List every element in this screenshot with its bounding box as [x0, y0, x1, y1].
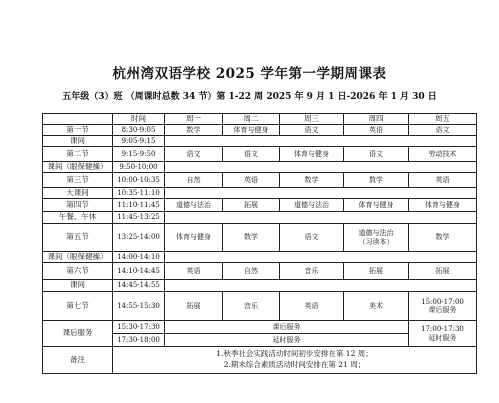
- period-label: 第五节: [43, 224, 113, 252]
- class-name: 道德与法治: [358, 229, 394, 238]
- header-tue: 周二: [223, 114, 280, 125]
- period-time: 9:15-9:50: [113, 147, 165, 162]
- class-cell: 语文: [223, 147, 280, 162]
- page-title: 杭州湾双语学校 2025 学年第一学期周课表: [112, 66, 387, 82]
- class-cell: 数学: [344, 173, 409, 188]
- header-row: [43, 114, 477, 125]
- class-cell: 自然: [223, 263, 280, 280]
- class-cell: 英语: [280, 292, 344, 321]
- period-label: 第二节: [43, 147, 113, 162]
- break-row: [43, 212, 477, 224]
- break-label: 课间: [43, 136, 113, 147]
- service-time: 15:30-17:30: [113, 321, 165, 334]
- break-blank: [165, 136, 477, 147]
- class-cell: 劳动技术: [409, 147, 477, 162]
- class-cell: 美术: [344, 292, 409, 321]
- period-row: [43, 147, 477, 162]
- break-row: [43, 252, 477, 263]
- class-cell: 拓展: [223, 199, 280, 212]
- page-subtitle: 五年级（3）班 （周课时总数 34 节）第 1-22 周 2025 年 9 月 1 日-2026 年 1 月 30 日: [62, 92, 437, 102]
- break-time: 9:50-10:00: [113, 162, 165, 173]
- header-time: 时间: [113, 114, 165, 125]
- class-cell: 拓展: [409, 263, 477, 280]
- break-label: 大课间: [43, 188, 113, 199]
- class-cell: 数学: [165, 125, 223, 136]
- header-thu: 周四: [344, 114, 409, 125]
- period-time: 13:25-14:00: [113, 224, 165, 252]
- break-blank: [165, 212, 477, 224]
- break-time: 11:45-13:25: [113, 212, 165, 224]
- period-time: 8:30-9:05: [113, 125, 165, 136]
- timetable: [42, 113, 477, 374]
- class-cell: 数学: [280, 173, 344, 188]
- period-time: 14:10-14:45: [113, 263, 165, 280]
- class-cell: 英语: [223, 173, 280, 188]
- period-label: 第一节: [43, 125, 113, 136]
- class-cell: 数学: [409, 224, 477, 252]
- class-cell: 自然: [165, 173, 223, 188]
- break-blank: [165, 252, 477, 263]
- class-cell: 拓展: [344, 263, 409, 280]
- header-wed: 周三: [280, 114, 344, 125]
- break-blank: [165, 280, 477, 292]
- break-row: [43, 162, 477, 173]
- class-cell: 语文: [280, 224, 344, 252]
- note-line: 2.期末综合素质活动时间安排在第 21 周；: [223, 360, 366, 369]
- period-row: [43, 224, 477, 252]
- period-label: 第六节: [43, 263, 113, 280]
- period-time: 14:55-15:30: [113, 292, 165, 321]
- break-label: 午餐、午休: [43, 212, 113, 224]
- break-label: 课间（眼保健操）: [43, 252, 113, 263]
- break-blank: [165, 162, 477, 173]
- break-label: 课间（眼保健操）: [43, 162, 113, 173]
- break-time: 9:05-9:15: [113, 136, 165, 147]
- class-note: （习读本）: [358, 237, 394, 246]
- class-cell: 数学: [223, 224, 280, 252]
- friday-service-cell: [409, 321, 477, 347]
- class-cell: 拓展: [165, 292, 223, 321]
- class-cell: 英语: [165, 263, 223, 280]
- service-name: 延时服务: [428, 333, 457, 342]
- period-row: [43, 263, 477, 280]
- class-cell: 体育与健身: [344, 199, 409, 212]
- after-school-label: 课后服务: [43, 321, 113, 347]
- class-cell: 道德与法治: [280, 199, 344, 212]
- class-cell: 音乐: [280, 263, 344, 280]
- break-blank: [165, 188, 477, 199]
- class-cell: 语文: [409, 125, 477, 136]
- note-line: 1.秋季社会实践活动时间初步安排在第 12 周；: [216, 349, 373, 359]
- header-corner: [43, 114, 113, 125]
- class-cell: 英语: [409, 173, 477, 188]
- class-cell: 体育与健身: [165, 224, 223, 252]
- period-time: 11:10-11:45: [113, 199, 165, 212]
- period-row: [43, 173, 477, 188]
- notes-text: [113, 347, 477, 374]
- class-cell: 英语: [344, 125, 409, 136]
- class-cell: 音乐: [223, 292, 280, 321]
- service-time: 17:00-17:30: [421, 325, 464, 334]
- notes-row: [43, 347, 477, 374]
- service-name: 课后服务: [165, 321, 409, 334]
- break-time: 14:45-14:55: [113, 280, 165, 292]
- period-label: 第四节: [43, 199, 113, 212]
- header-mon: 周一: [165, 114, 223, 125]
- break-time: 14:00-14:10: [113, 252, 165, 263]
- class-cell: 语文: [280, 125, 344, 136]
- period-row: [43, 125, 477, 136]
- break-time: 10:35-11:10: [113, 188, 165, 199]
- break-row: [43, 188, 477, 199]
- class-cell: [344, 224, 409, 252]
- service-time: 15:00-17:00: [421, 297, 464, 306]
- class-cell: 体育与健身: [280, 147, 344, 162]
- break-row: [43, 136, 477, 147]
- service-time: 17:30-18:00: [113, 334, 165, 347]
- notes-label: 备注: [43, 347, 113, 374]
- period-row: [43, 199, 477, 212]
- break-row: [43, 280, 477, 292]
- class-cell: 道德与法治: [165, 199, 223, 212]
- header-fri: 周五: [409, 114, 477, 125]
- class-cell: 体育与健身: [223, 125, 280, 136]
- class-cell: 语文: [165, 147, 223, 162]
- period-label: 第三节: [43, 173, 113, 188]
- after-school-row: [43, 321, 477, 334]
- class-cell: 语文: [344, 147, 409, 162]
- class-cell: 体育与健身: [409, 199, 477, 212]
- service-name: 延时服务: [165, 334, 409, 347]
- period-time: 10:00-10:35: [113, 173, 165, 188]
- period-label: 第七节: [43, 292, 113, 321]
- period-row: [43, 292, 477, 321]
- service-name: 课后服务: [428, 306, 457, 314]
- break-label: 课间: [43, 280, 113, 292]
- class-cell: [409, 292, 477, 321]
